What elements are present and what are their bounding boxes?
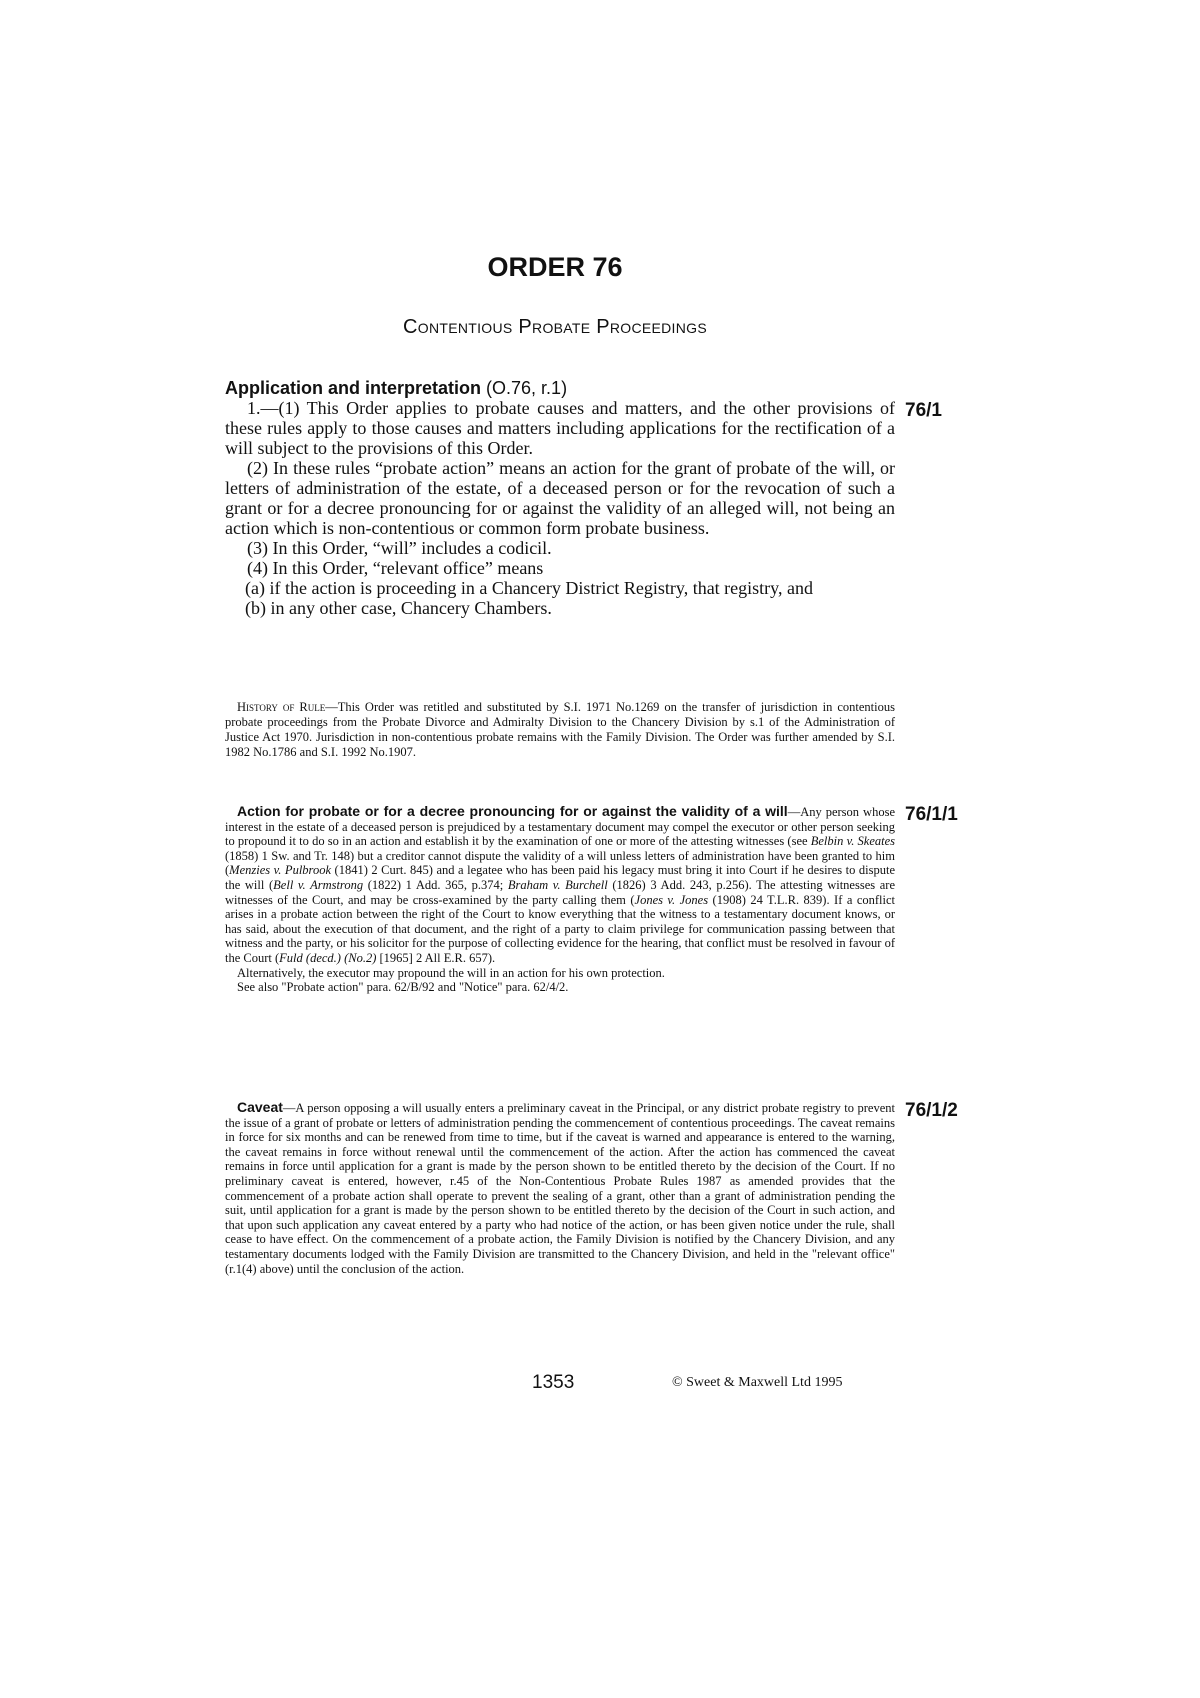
note-paragraph-see-also: See also "Probate action" para. 62/B/92 and "Notice" para. 62/4/2. [237,980,569,995]
note-text: (1822) 1 Add. 365, p.374; [363,877,508,892]
case-citation: Jones v. Jones [634,892,709,907]
note-heading: Action for probate or for a decree pronouncing for or against the validity of a will [237,803,788,819]
note-text: (1858) 1 Sw. and Tr. 148) but a creditor cannot dispute the validity of a will unless letters of administration have been granted to him ( [225,848,895,878]
margin-ref-76-1-1: 76/1/1 [905,804,958,825]
note-76-1-1 [225,804,895,995]
rule-subparagraph-a: (a) if the action is proceeding in a Chancery District Registry, that registry, and [245,578,813,598]
history-text: —This Order was retitled and substituted by S.I. 1971 No.1269 on the transfer of jurisdiction in contentious probate proceedings from the Probate Divorce and Admiralty Division to the Chancery Division by s.1 of the Administration of Justice Act 1970. Jurisdiction in non-contentious probate remains with the Family Division. The Order was further amended by S.I. 1982 No.1786 and S.I. 1992 No.1907. [225,700,895,759]
rule-1-section [225,378,895,618]
case-citation: Menzies v. Pulbrook [229,863,331,878]
note-text: (1908) 24 T.L.R. 839). If a conflict arises in a probate action between the right of the Court to know everything that the witness to a testamentary document knows, or has said, about the execution of that document, and the right of a party to claim privilege for communication passing between that witness and the party, or his solicitor for the purpose of collecting evidence for the hearing, that conflict must be resolved in favour of the Court ( [225,892,895,965]
rule-paragraph-2: (2) In these rules “probate action” means an action for the grant of probate of the will, or letters of administration of the estate, of a deceased person or for the revocation of such a grant or for a decree pronouncing for or against the validity of an alleged will, not being an action which is non-contentious or common form probate business. [225,458,895,538]
case-citation: Braham v. Burchell [507,877,608,892]
history-label: History of Rule [237,700,326,714]
rule-subparagraph-b: (b) in any other case, Chancery Chambers. [245,598,552,618]
order-title: ORDER 76 [487,252,623,282]
note-heading: Caveat [237,1099,283,1115]
case-citation: Bell v. Armstrong [273,877,364,892]
history-of-rule [225,700,895,760]
rule-paragraph-4: (4) In this Order, “relevant office” means [247,558,544,578]
margin-ref-76-1: 76/1 [905,400,942,421]
rule-heading [225,378,895,398]
order-subtitle: Contentious Probate Proceedings [403,316,707,338]
note-76-1-2 [225,1100,895,1276]
rule-heading-ref: (O.76, r.1) [486,378,568,398]
case-citation: Belbin v. Skeates [810,834,896,849]
case-citation: Fuld (decd.) (No.2) [279,950,377,965]
copyright-notice: © Sweet & Maxwell Ltd 1995 [672,1375,843,1390]
rule-paragraph-3: (3) In this Order, “will” includes a codicil. [247,538,552,558]
note-text: (1841) 2 Curt. 845) and a legatee who has been paid his legacy must bring it into Court if he desires to dispute the will ( [225,863,895,892]
rule-heading-title: Application and interpretation [225,378,482,398]
page-number: 1353 [532,1372,575,1393]
note-paragraph-alternatively: Alternatively, the executor may propound the will in an action for his own protection. [237,965,665,980]
note-text: (1826) 3 Add. 243, p.256). The attesting witnesses are witnesses of the Court, and may be cross-examined by the party calling them ( [225,877,896,907]
margin-ref-76-1-2: 76/1/2 [905,1100,958,1121]
note-text: —A person opposing a will usually enters a preliminary caveat in the Principal, or any district probate registry to prevent the issue of a grant of probate or letters of administration pending the commencement of contentious proceedings. The caveat remains in force for six months and can be renewed from time to time, but if the caveat is warned and appearance is entered to the warning, the caveat remains in force without renewal until the commencement of the action. After the action has commenced the caveat remains in force until application for a grant is made by the person shown to be entitled thereto by the decision of the Court. If no preliminary caveat is entered, however, r.45 of the Non-Contentious Probate Rules 1987 as amended provides that the commencement of a probate action shall operate to prevent the sealing of a grant, other than a grant of administration pending the suit, until application for a grant is made by the person shown to be entitled thereto by the decision of the Court in such action, and that upon such application any caveat entered by a party who had notice of the action, or has been given notice under the rule, shall cease to have effect. On the commencement of a probate action, the Family Division is notified by the Chancery Division, and any testamentary documents lodged with the Family Division are transmitted to the Chancery Division, and held in the "relevant office" (r.1(4) above) until the conclusion of the action. [225,1101,895,1276]
rule-paragraph-1: 1.—(1) This Order applies to probate causes and matters, and the other provisions of these rules apply to those causes and matters including applications for the rectification of a will subject to the provisions of this Order. [225,398,895,458]
note-text: —Any person whose interest in the estate of a deceased person is prejudiced by a testamentary document may compel the executor or other person seeking to propound it to do so in an action and establish it by the examination of one or more of the attesting witnesses (see [225,805,895,849]
note-text: [1965] 2 All E.R. 657). [376,950,496,965]
